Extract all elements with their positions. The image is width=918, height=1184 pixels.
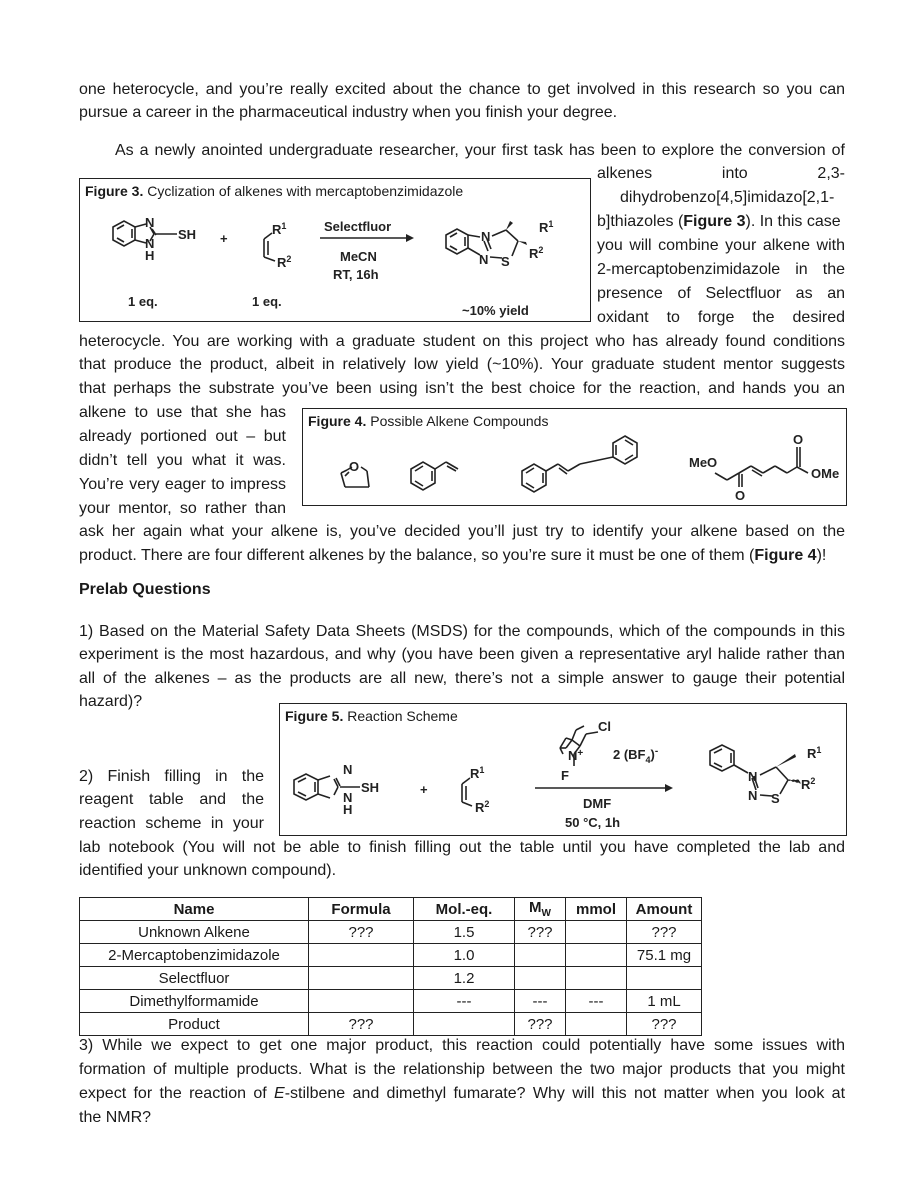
q1-line2: experiment is the most hazardous, and why (you have been given a representative aryl halide rather than xyxy=(79,646,845,663)
fig5-r1: $R^1$ xyxy=(470,765,485,781)
fig5-plus: + xyxy=(420,782,428,797)
fig5-bf4: 2 $(BF_4)^-$ xyxy=(613,746,659,765)
cell-name: Dimethylformamide xyxy=(80,990,309,1013)
cell-name: 2-Mercaptobenzimidazole xyxy=(80,944,309,967)
para2-side-line2: already portioned out – but xyxy=(79,428,286,445)
cell-amount xyxy=(627,967,702,990)
fig3-conditions: RT, 16h xyxy=(333,267,379,282)
q3-line4: the NMR? xyxy=(79,1109,152,1126)
figure4-reference: Figure 4 xyxy=(754,547,817,564)
prelab-heading: Prelab Questions xyxy=(79,581,211,598)
fig3-solvent: MeCN xyxy=(340,249,377,264)
word-into: into xyxy=(721,165,748,182)
table-row xyxy=(80,944,702,967)
para2-line8: heterocycle. You are working with a graduate student on this project who has already found conditions xyxy=(79,333,845,350)
q1-line4: hazard)? xyxy=(79,693,143,710)
fig5-h: H xyxy=(343,802,353,817)
fig5-r2: $R^2$ xyxy=(475,799,490,815)
figure-3 xyxy=(79,178,591,322)
table-row xyxy=(80,921,702,944)
fig3-prod-n1: N xyxy=(481,229,491,244)
word-23: 2,3- xyxy=(817,165,845,182)
figure-4 xyxy=(302,408,847,506)
e-isomer-italic: E xyxy=(274,1085,285,1102)
fig3-r1: $R^1$ xyxy=(272,221,287,237)
fig5-prod-n1: N xyxy=(748,769,758,784)
cell-mmol: --- xyxy=(566,990,627,1013)
cell-amount: 1 mL xyxy=(627,990,702,1013)
cell-mmol xyxy=(566,944,627,967)
fig3-prod-r2: $R^2$ xyxy=(529,245,544,261)
fig3-r2: $R^2$ xyxy=(277,254,292,270)
cell-mw: ??? xyxy=(515,921,566,944)
fig5-sh: SH xyxy=(361,780,380,795)
para2-side-line4: You’re very eager to impress xyxy=(79,476,286,493)
cell-formula: ??? xyxy=(309,921,414,944)
cell-amount: ??? xyxy=(627,1013,702,1036)
para2-wrap-line4: you will combine your alkene with xyxy=(597,237,845,254)
cell-amount: ??? xyxy=(627,921,702,944)
cell-amount: 75.1 mg xyxy=(627,944,702,967)
figure3-caption: Figure 3. Cyclization of alkenes with mercaptobenzimidazole xyxy=(85,183,464,199)
header-formula: Formula xyxy=(309,898,414,921)
cell-mmol xyxy=(566,921,627,944)
para2-line10: that perhaps the substrate you’ve been using isn’t the best choice for the reaction, and hands you an xyxy=(79,380,845,397)
header-amount: Amount xyxy=(627,898,702,921)
q2-side-line1: 2) Finish filling in the xyxy=(79,768,264,785)
figure3-reference: Figure 3 xyxy=(683,213,746,230)
cell-name: Product xyxy=(80,1013,309,1036)
fumarate-o-bottom: O xyxy=(735,488,746,503)
fig5-n-top: N xyxy=(343,762,353,777)
fig3-eq1: 1 eq. xyxy=(128,294,158,309)
header-moleq: Mol.-eq. xyxy=(414,898,515,921)
para2-line12: product. There are four different alkenes by the balance, so you’re sure it must be one of them (Figure 4)! xyxy=(79,547,827,564)
cell-formula: ??? xyxy=(309,1013,414,1036)
cell-moleq: 1.2 xyxy=(414,967,515,990)
figure4-structures xyxy=(303,409,846,505)
q2-line5: identified your unknown compound). xyxy=(79,862,337,879)
para2-wrap-line3: b]thiazoles (Figure 3). In this case xyxy=(597,213,841,230)
fig3-eq2: 1 eq. xyxy=(252,294,282,309)
q3-line2: formation of multiple products. What is the relationship between the two major products that you might xyxy=(79,1061,845,1078)
cell-moleq xyxy=(414,1013,515,1036)
cell-moleq: 1.5 xyxy=(414,921,515,944)
para2-line11: ask her again what your alkene is, you’ve decided you’ll just try to identify your alkene based on the xyxy=(79,523,845,540)
cell-formula xyxy=(309,990,414,1013)
para2-wrap-line6: presence of Selectfluor as an xyxy=(597,285,845,302)
dihydrofuran-o: O xyxy=(349,459,360,474)
cell-mmol xyxy=(566,967,627,990)
para2-line9: that produce the product, albeit in relatively low yield (~10%). Your graduate student mentor suggests xyxy=(79,356,845,373)
fig5-conditions: 50 °C, 1h xyxy=(565,815,621,830)
cell-mw xyxy=(515,944,566,967)
fumarate-o-top: O xyxy=(793,432,804,447)
fumarate-ome: OMe xyxy=(811,466,840,481)
q3-line3: expect for the reaction of E-stilbene and dimethyl fumarate? Why will this not matter when you look at xyxy=(79,1085,846,1102)
table-row xyxy=(80,967,702,990)
cell-mmol xyxy=(566,1013,627,1036)
cell-name: Selectfluor xyxy=(80,967,309,990)
cell-moleq: --- xyxy=(414,990,515,1013)
fig3-n-bottom: N xyxy=(145,236,155,251)
q1-line1: 1) Based on the Material Safety Data Sheets (MSDS) for the compounds, which of the compounds in this xyxy=(79,623,845,640)
cell-formula xyxy=(309,944,414,967)
fig3-prod-r1: $R^1$ xyxy=(539,219,554,235)
figure3-scheme xyxy=(80,179,590,321)
fig3-sh: SH xyxy=(178,227,197,242)
cell-mw: --- xyxy=(515,990,566,1013)
fig5-prod-r1: $R^1$ xyxy=(807,745,822,761)
para2-line1: As a newly anointed undergraduate researcher, your first task has been to explore the conversion of xyxy=(115,142,845,159)
cell-formula xyxy=(309,967,414,990)
table-row xyxy=(80,1013,702,1036)
fig5-n-bottom: N xyxy=(343,790,353,805)
fumarate-meo: MeO xyxy=(689,455,718,470)
q2-side-line2: reagent table and the xyxy=(79,791,264,808)
para2-wrap-line2: dihydrobenzo[4,5]imidazo[2,1- xyxy=(620,189,835,206)
fig5-prod-r2: $R^2$ xyxy=(801,776,816,792)
para1-line2: pursue a career in the pharmaceutical industry when you finish your degree. xyxy=(79,104,618,121)
q2-side-line3: reaction scheme in your xyxy=(79,815,264,832)
cell-moleq: 1.0 xyxy=(414,944,515,967)
fig5-cl: Cl xyxy=(598,719,611,734)
fig3-prod-s: S xyxy=(501,254,510,269)
para1-line1: one heterocycle, and you’re really excited about the chance to get involved in this research so you can xyxy=(79,81,845,98)
para2-wrap-line7: oxidant to forge the desired xyxy=(597,309,845,326)
fig3-n-top: N xyxy=(145,215,155,230)
fig3-yield: ~10% yield xyxy=(462,303,529,318)
cell-mw: ??? xyxy=(515,1013,566,1036)
word-alkenes: alkenes xyxy=(597,165,653,182)
table-header-row xyxy=(80,898,702,921)
cell-name: Unknown Alkene xyxy=(80,921,309,944)
figure4-caption: Figure 4. Possible Alkene Compounds xyxy=(308,413,549,429)
cell-mw xyxy=(515,967,566,990)
para2-wrap-line5: 2-mercaptobenzimidazole in the xyxy=(597,261,845,278)
figure5-scheme xyxy=(280,704,846,835)
fig3-reagent: Selectfluor xyxy=(324,219,392,234)
fig5-prod-s: S xyxy=(771,791,780,806)
header-mmol: mmol xyxy=(566,898,627,921)
fig5-prod-n2: N xyxy=(748,788,758,803)
q2-line4: lab notebook (You will not be able to finish filling out the table until you have completed the lab and xyxy=(79,839,845,856)
figure5-caption: Figure 5. Reaction Scheme xyxy=(285,708,458,724)
fig3-plus: + xyxy=(220,231,228,246)
header-mw: $M_W$ xyxy=(515,898,566,921)
para2-side-line3: didn’t tell you what it was. xyxy=(79,452,286,469)
para2-side-line5: your mentor, so rather than xyxy=(79,500,286,517)
fig5-solvent: DMF xyxy=(583,796,612,811)
header-name: Name xyxy=(80,898,309,921)
q3-line1: 3) While we expect to get one major product, this reaction could potentially have some issues with xyxy=(79,1037,845,1054)
reagent-table xyxy=(79,897,702,1036)
fig5-f: F xyxy=(561,768,569,783)
para2-side-line1: alkene to use that she has xyxy=(79,404,286,421)
para2-wrap-line1 xyxy=(597,162,845,186)
table-row xyxy=(80,990,702,1013)
fig5-n-plus: N+ xyxy=(568,748,584,763)
fig3-h: H xyxy=(145,248,155,263)
fig3-prod-n2: N xyxy=(479,252,489,267)
q1-line3: all of the alkenes – as the products are all new, there’s not a simple answer to gauge their potential xyxy=(79,670,845,687)
figure-5 xyxy=(279,703,847,836)
